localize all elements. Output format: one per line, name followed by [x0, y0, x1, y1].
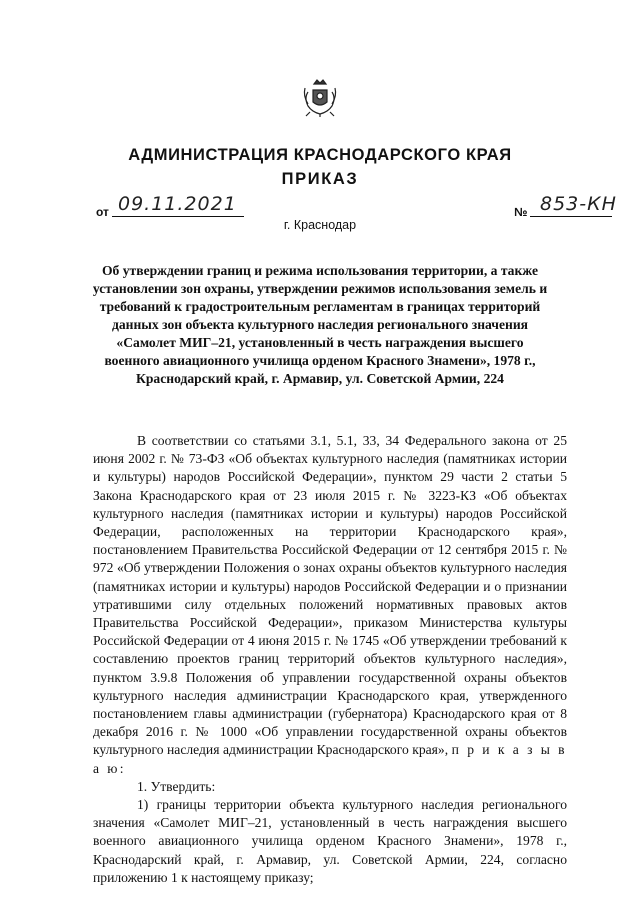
document-type-title: ПРИКАЗ [281, 170, 359, 188]
handwritten-date: 09.11.2021 [118, 193, 237, 215]
item-1-1: 1) границы территории объекта культурного наследия регионального значения «Самолет МИГ–21, установленный в честь награждения высшего военного авиационного училища орденом Красного Знамени», 1978 г., Краснодарский край, г. Армавир, ул. Советской Армии, 224, согласно приложению 1 к настоящему приказу; [93, 797, 567, 885]
date-label: от [96, 205, 109, 219]
city-label: г. Краснодар [283, 218, 357, 232]
order-word: п р и к а з ы в а ю: [93, 742, 567, 776]
org-title: АДМИНИСТРАЦИЯ КРАСНОДАРСКОГО КРАЯ [128, 146, 512, 164]
order-subject: Об утверждении границ и режима использования территории, а также установлении зон охраны, утверждении режимов использования земель и требований к градостроительным регламентам в границах территорий данных зон объекта культурного наследия регионального значения «Самолет МИГ–21, установленный в честь награждения высшего военного авиационного училища орденом Красного Знамени», 1978 г., Краснодарский край, г. Армавир, ул. Советской Армии, 224 [92, 263, 548, 386]
number-underline [530, 216, 612, 217]
item-1: 1. Утвердить: [137, 778, 216, 794]
date-underline [112, 216, 244, 217]
handwritten-number: 853-КН [540, 193, 617, 215]
order-body [93, 432, 567, 887]
preamble-text: В соответствии со статьями 3.1, 5.1, 33, 34 Федерального закона от 25 июня 2002 г. № 73-ФЗ «Об объектах культурного наследия (памятниках истории и культуры) народов Российской Федерации», пунктом 29 части 2 статьи 5 Закона Краснодарского края от 23 июля 2015 г. № 3223-КЗ «Об объектах культурного наследия (памятниках истории и культуры) народов Российской Федерации, расположенных на территории Краснодарского края», постановлением Правительства Российской Федерации от 12 сентября 2015 г. № 972 «Об утверждении Положения о зонах охраны объектов культурного наследия (памятниках истории и культуры) народов Российской Федерации и о признании утратившими силу отдельных положений нормативных правовых актов Правительства Российской Федерации», приказом Министерства культуры Российской Федерации от 4 июня 2015 г. № 1745 «Об утверждении требований к составлению проектов границ территорий объектов культурного наследия», пунктом 3.9.8 Положения об управлении государственной охраны объектов культурного наследия администрации Краснодарского края, утвержденного постановлением главы администрации (губернатора) Краснодарского края от 8 декабря 2016 г. № 1000 «Об управлении государственной охраны объектов культурного наследия администрации Краснодарского края», [93, 433, 567, 758]
coat-of-arms-icon [302, 78, 338, 118]
number-label: № [514, 205, 528, 219]
preamble-paragraph [93, 432, 567, 778]
